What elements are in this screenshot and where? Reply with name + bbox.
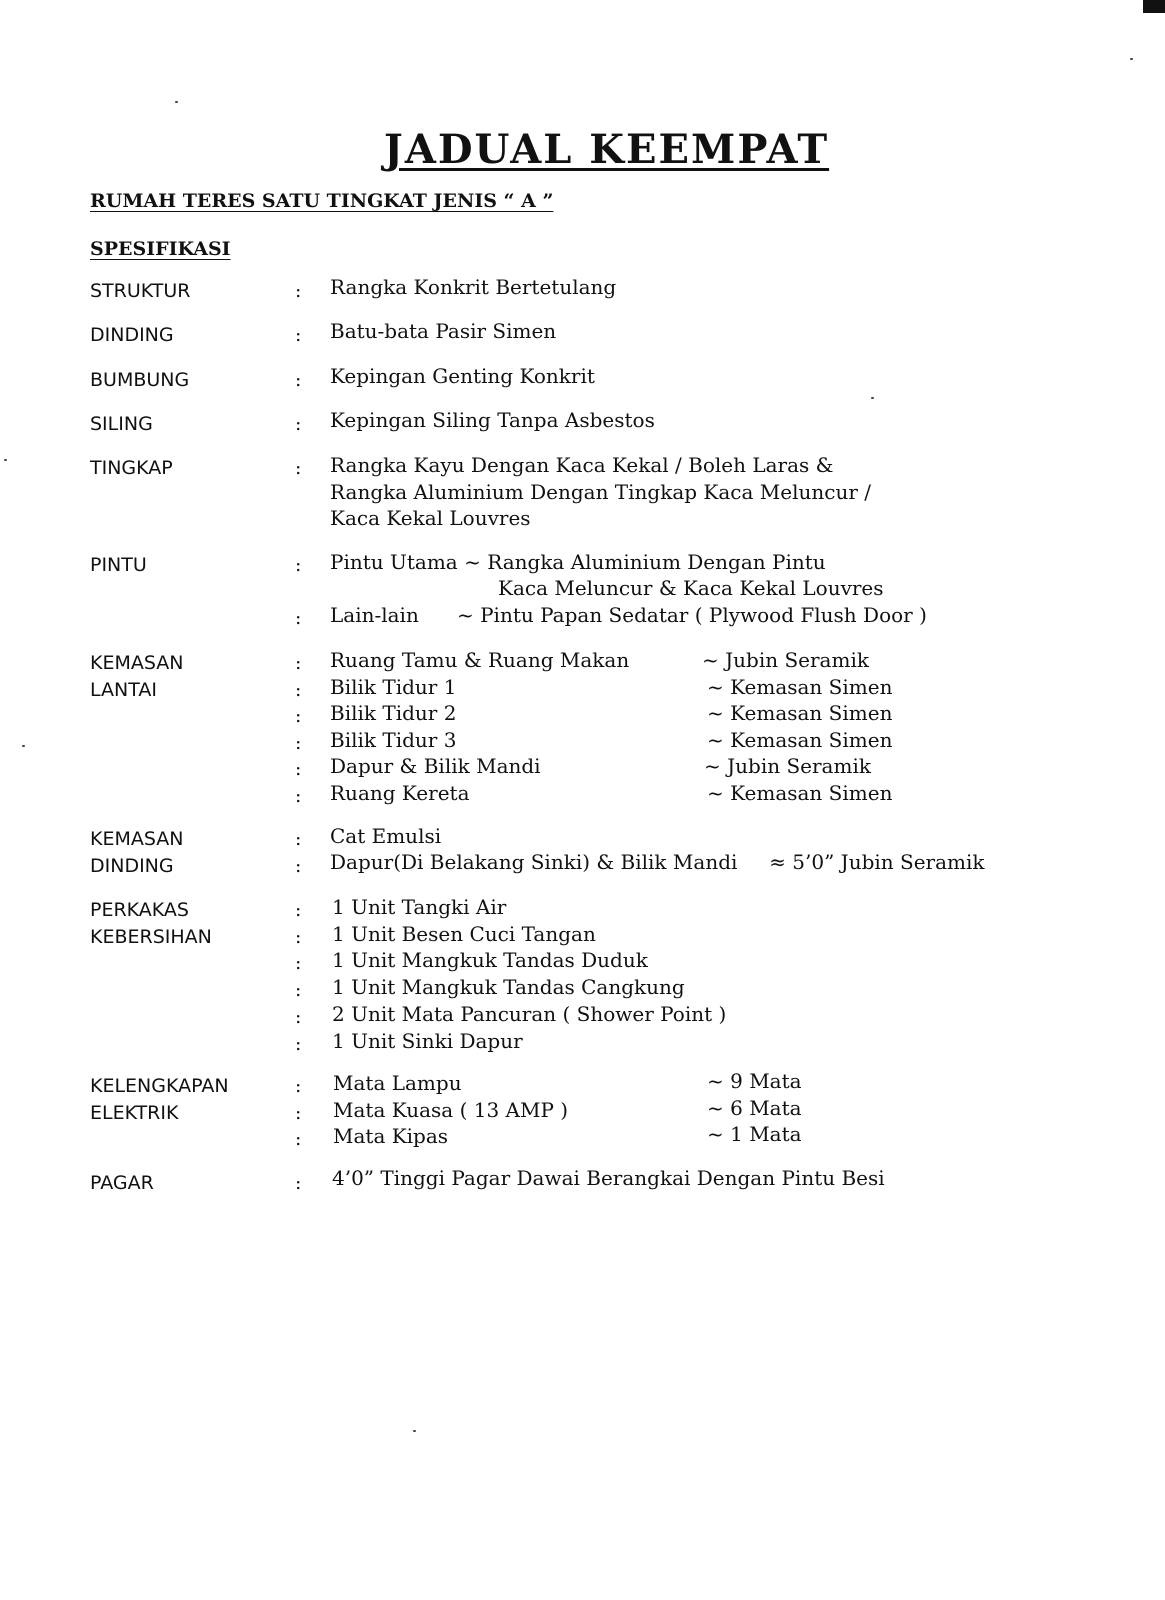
scan-speck bbox=[871, 397, 874, 399]
scan-speck bbox=[22, 745, 25, 747]
scan-speck bbox=[175, 101, 178, 103]
floor-finish: ~ Kemasan Simen bbox=[707, 675, 893, 699]
scan-speck bbox=[1130, 58, 1133, 60]
floor-finish: ~ Kemasan Simen bbox=[707, 781, 893, 805]
spec-value: Batu-bata Pasir Simen bbox=[330, 319, 557, 343]
spec-value: 1 Unit Mangkuk Tandas Duduk bbox=[332, 948, 648, 972]
electrical-item: Mata Lampu bbox=[333, 1071, 462, 1095]
document-subtitle: RUMAH TERES SATU TINGKAT JENIS “ A ” bbox=[90, 190, 554, 212]
spec-value: Rangka Kayu Dengan Kaca Kekal / Boleh Laras & bbox=[330, 453, 834, 477]
spec-value: 1 Unit Mangkuk Tandas Cangkung bbox=[332, 975, 685, 999]
floor-item: Bilik Tidur 2 bbox=[330, 701, 457, 725]
spec-label: BUMBUNG bbox=[90, 369, 190, 391]
spec-value: Lain-lain ~ Pintu Papan Sedatar ( Plywood Flush Door ) bbox=[330, 603, 927, 627]
spec-value: Kaca Kekal Louvres bbox=[330, 506, 531, 530]
floor-finish: ~ Jubin Seramik bbox=[702, 648, 869, 672]
spec-value: Dapur(Di Belakang Sinki) & Bilik Mandi ≈ 5’0” Jubin Seramik bbox=[330, 850, 985, 874]
floor-finish: ~ Jubin Seramik bbox=[704, 754, 871, 778]
spec-value: Rangka Aluminium Dengan Tingkap Kaca Meluncur / bbox=[330, 480, 871, 504]
scan-edge-mark bbox=[1143, 0, 1165, 13]
page-title: JADUAL KEEMPAT bbox=[383, 126, 830, 173]
floor-finish: ~ Kemasan Simen bbox=[707, 701, 893, 725]
spec-value: 1 Unit Sinki Dapur bbox=[332, 1029, 523, 1053]
spec-value: Cat Emulsi bbox=[330, 824, 442, 848]
spec-value: 2 Unit Mata Pancuran ( Shower Point ) bbox=[332, 1002, 727, 1026]
spec-label: DINDING bbox=[90, 324, 174, 346]
electrical-qty: ~ 1 Mata bbox=[707, 1122, 802, 1146]
floor-item: Ruang Kereta bbox=[330, 781, 470, 805]
spec-label: KEMASAN LANTAI bbox=[90, 652, 184, 701]
floor-item: Dapur & Bilik Mandi bbox=[330, 754, 541, 778]
spec-value: Pintu Utama ~ Rangka Aluminium Dengan Pintu bbox=[330, 550, 826, 574]
spec-label: TINGKAP bbox=[90, 457, 173, 479]
spec-label: PERKAKAS KEBERSIHAN bbox=[90, 899, 212, 948]
scan-speck bbox=[413, 1430, 416, 1432]
spec-value: 4’0” Tinggi Pagar Dawai Berangkai Dengan Pintu Besi bbox=[332, 1166, 885, 1190]
electrical-item: Mata Kuasa ( 13 AMP ) bbox=[333, 1098, 569, 1122]
spec-value: Kepingan Genting Konkrit bbox=[330, 364, 595, 388]
spec-label: KEMASAN DINDING bbox=[90, 828, 184, 877]
electrical-qty: ~ 6 Mata bbox=[707, 1096, 802, 1120]
spec-label: SILING bbox=[90, 413, 153, 435]
floor-item: Ruang Tamu & Ruang Makan bbox=[330, 648, 630, 672]
floor-finish: ~ Kemasan Simen bbox=[707, 728, 893, 752]
scan-speck bbox=[4, 459, 7, 461]
floor-item: Bilik Tidur 3 bbox=[330, 728, 457, 752]
spec-label: PINTU bbox=[90, 554, 147, 576]
spec-value: Rangka Konkrit Bertetulang bbox=[330, 275, 617, 299]
section-heading: SPESIFIKASI bbox=[90, 238, 231, 260]
electrical-item: Mata Kipas bbox=[333, 1124, 449, 1148]
floor-item: Bilik Tidur 1 bbox=[330, 675, 457, 699]
spec-value: 1 Unit Tangki Air bbox=[332, 895, 507, 919]
spec-value: Kepingan Siling Tanpa Asbestos bbox=[330, 408, 655, 432]
spec-label: KELENGKAPAN ELEKTRIK bbox=[90, 1075, 229, 1124]
spec-label: STRUKTUR bbox=[90, 280, 191, 302]
spec-label: PAGAR bbox=[90, 1172, 154, 1194]
spec-value: 1 Unit Besen Cuci Tangan bbox=[332, 922, 596, 946]
electrical-qty: ~ 9 Mata bbox=[707, 1069, 802, 1093]
spec-value: Kaca Meluncur & Kaca Kekal Louvres bbox=[498, 576, 884, 600]
